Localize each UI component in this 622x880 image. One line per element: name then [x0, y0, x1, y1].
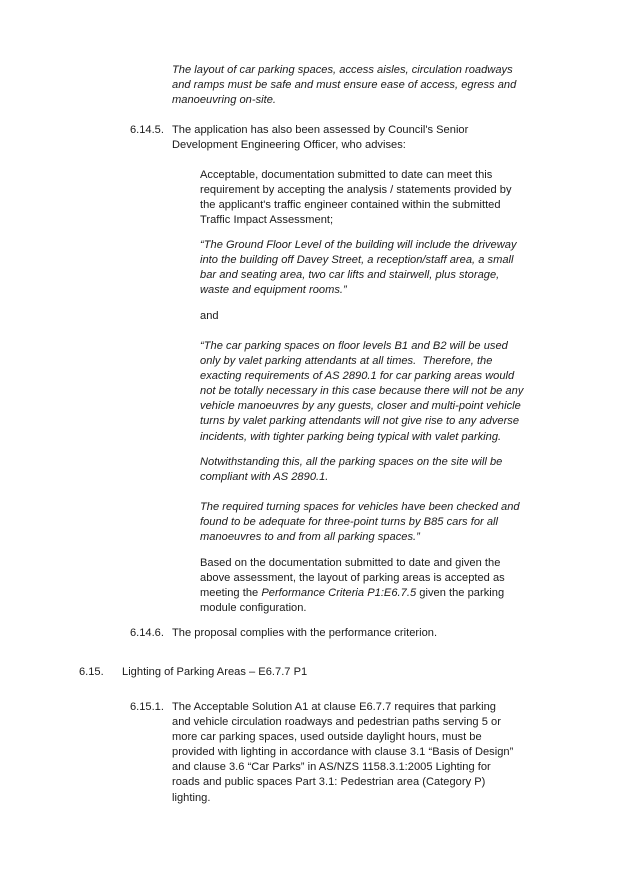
text-line: bar and seating area, two car lifts and stairwell, plus storage, — [200, 269, 500, 282]
text-line: The required turning spaces for vehicles have been checked and — [200, 501, 520, 513]
text-line: and vehicle circulation roadways and pedestrian paths serving 5 or — [172, 716, 501, 729]
text-line: Based on the documentation submitted to date and given the — [200, 557, 501, 569]
section-number-6-15: 6.15. — [79, 666, 104, 678]
clause-6-14-5-body — [172, 123, 562, 153]
text-line: Notwithstanding this, all the parking spaces on the site will be — [200, 456, 503, 468]
text-line: requirement by accepting the analysis / statements provided by — [200, 184, 512, 197]
text-line: Traffic Impact Assessment; — [200, 214, 334, 227]
text-line: provided with lighting in accordance with clause 3.1 “Basis of Design” — [172, 746, 514, 759]
based-on-documentation-paragraph — [200, 556, 562, 616]
text-line: manoeuvres to and from all parking spaces.” — [200, 531, 420, 544]
text-line: waste and equipment rooms.” — [200, 284, 347, 297]
text-line: manoeuvring on-site. — [172, 94, 277, 107]
text-line: The proposal complies with the performance criterion. — [172, 627, 438, 639]
ground-floor-quote-paragraph — [200, 238, 562, 298]
performance-criteria-reference: Performance Criteria P1:E6.7.5 — [261, 587, 417, 600]
clause-6-14-6-body — [172, 626, 562, 641]
text-line-mixed — [200, 586, 562, 601]
text-line: lighting. — [172, 791, 211, 804]
text-line: and ramps must be safe and must ensure ease of access, egress and — [172, 79, 517, 92]
clause-number-6-14-6: 6.14.6. — [130, 627, 164, 639]
text-line: The layout of car parking spaces, access aisles, circulation roadways — [172, 64, 513, 76]
text-line: and — [200, 310, 219, 322]
text-line: The Acceptable Solution A1 at clause E6.7.7 requires that parking — [172, 701, 496, 713]
text-line: “The Ground Floor Level of the building will include the driveway — [200, 239, 517, 251]
and-connector — [200, 309, 562, 324]
text-line: “The car parking spaces on floor levels B1 and B2 will be used — [200, 340, 508, 352]
valet-parking-quote-paragraph — [200, 339, 562, 445]
text-line: and clause 3.6 “Car Parks” in AS/NZS 1158.3.1:2005 Lighting for — [172, 761, 491, 774]
text-line: only by valet parking attendants at all times. Therefore, the — [200, 355, 493, 368]
intro-quote-paragraph — [172, 63, 562, 108]
text-line: Development Engineering Officer, who advises: — [172, 139, 406, 152]
clause-6-15-1-body — [172, 700, 562, 806]
text-line: exacting requirements of AS 2890.1 for car parking areas would — [200, 370, 515, 383]
clause-number-6-14-5: 6.14.5. — [130, 124, 164, 136]
text-line: above assessment, the layout of parking areas is accepted as — [200, 572, 505, 585]
section-heading-text: Lighting of Parking Areas – E6.7.7 P1 — [122, 666, 308, 678]
clause-number-6-15-1: 6.15.1. — [130, 701, 164, 713]
section-heading-6-15 — [122, 665, 562, 680]
text-line: not be totally necessary in this case because there will not be any — [200, 385, 524, 398]
text-line: the applicant's traffic engineer contained within the submitted — [200, 199, 501, 212]
acceptable-documentation-paragraph — [200, 168, 562, 228]
text-line: incidents, with tighter parking being typical with valet parking. — [200, 430, 502, 443]
text-line: more car parking spaces, used outside daylight hours, must be — [172, 731, 482, 744]
text-line: compliant with AS 2890.1. — [200, 471, 329, 484]
text-line: Acceptable, documentation submitted to date can meet this — [200, 169, 493, 181]
text-segment: given the parking — [416, 587, 505, 600]
turning-spaces-quote-paragraph — [200, 500, 562, 545]
notwithstanding-quote-paragraph — [200, 455, 562, 485]
text-segment: meeting the — [200, 587, 262, 600]
text-line: module configuration. — [200, 602, 307, 615]
text-line: The application has also been assessed by Council's Senior — [172, 124, 469, 136]
text-line: vehicle manoeuvres by any guests, closer and multi-point vehicle — [200, 400, 521, 413]
text-line: into the building off Davey Street, a reception/staff area, a small — [200, 254, 514, 267]
text-line: turns by valet parking attendants will not give rise to any adverse — [200, 415, 520, 428]
text-line: roads and public spaces Part 3.1: Pedestrian area (Category P) — [172, 776, 486, 789]
text-line: found to be adequate for three-point turns by B85 cars for all — [200, 516, 499, 529]
